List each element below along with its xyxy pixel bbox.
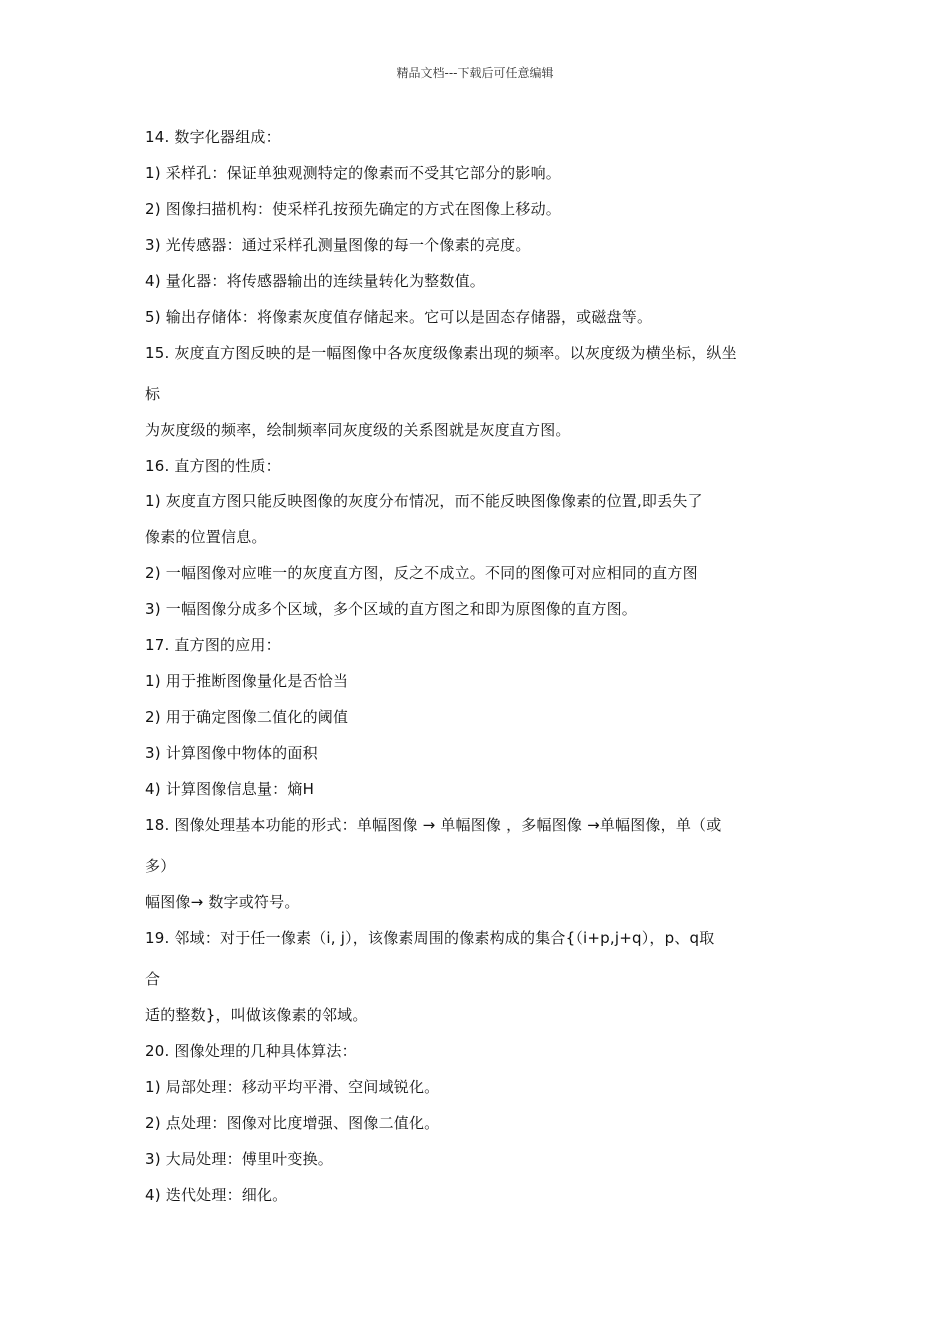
text-line: 19. 邻域：对于任一像素（i, j），该像素周围的像素构成的集合{（i+p,j+q），p、q取 <box>145 929 715 947</box>
text-line: 3) 光传感器：通过采样孔测量图像的每一个像素的亮度。 <box>145 236 531 254</box>
text-line: 4) 量化器：将传感器输出的连续量转化为整数值。 <box>145 272 485 290</box>
text-line: 3) 计算图像中物体的面积 <box>145 744 318 762</box>
text-line: 4) 迭代处理：细化。 <box>145 1186 288 1204</box>
text-line: 2) 点处理：图像对比度增强、图像二值化。 <box>145 1114 440 1132</box>
text-line: 2) 图像扫描机构：使采样孔按预先确定的方式在图像上移动。 <box>145 200 561 218</box>
text-line: 5) 输出存储体：将像素灰度值存储起来。它可以是固态存储器，或磁盘等。 <box>145 308 653 326</box>
text-line: 17. 直方图的应用： <box>145 636 281 654</box>
text-line: 20. 图像处理的几种具体算法： <box>145 1042 357 1060</box>
text-line: 适的整数}，叫做该像素的邻域。 <box>145 1006 368 1024</box>
text-line: 1) 局部处理：移动平均平滑、空间域锐化。 <box>145 1078 440 1096</box>
text-line: 幅图像→ 数字或符号。 <box>145 893 300 911</box>
text-line: 18. 图像处理基本功能的形式：单幅图像 → 单幅图像 ，多幅图像 →单幅图像，单（或 <box>145 816 722 834</box>
text-line: 多） <box>145 857 176 875</box>
text-line: 3) 一幅图像分成多个区域，多个区域的直方图之和即为原图像的直方图。 <box>145 600 637 618</box>
text-line: 2) 一幅图像对应唯一的灰度直方图，反之不成立。不同的图像可对应相同的直方图 <box>145 564 698 582</box>
text-line: 1) 灰度直方图只能反映图像的灰度分布情况，而不能反映图像像素的位置,即丢失了 <box>145 492 703 510</box>
text-line: 2) 用于确定图像二值化的阈值 <box>145 708 349 726</box>
text-line: 4) 计算图像信息量：熵H <box>145 780 315 798</box>
text-line: 3) 大局处理：傅里叶变换。 <box>145 1150 333 1168</box>
text-line: 像素的位置信息。 <box>145 528 267 546</box>
text-line: 15. 灰度直方图反映的是一幅图像中各灰度级像素出现的频率。以灰度级为横坐标，纵坐 <box>145 344 737 362</box>
text-line: 合 <box>145 970 161 988</box>
text-line: 14. 数字化器组成： <box>145 128 281 146</box>
text-line: 1) 采样孔：保证单独观测特定的像素而不受其它部分的影响。 <box>145 164 561 182</box>
text-line: 标 <box>145 385 161 403</box>
text-line: 16. 直方图的性质： <box>145 457 281 475</box>
text-line: 1) 用于推断图像量化是否恰当 <box>145 672 349 690</box>
page-header: 精品文档---下载后可任意编辑 <box>396 66 554 80</box>
text-line: 为灰度级的频率，绘制频率同灰度级的关系图就是灰度直方图。 <box>145 421 571 439</box>
